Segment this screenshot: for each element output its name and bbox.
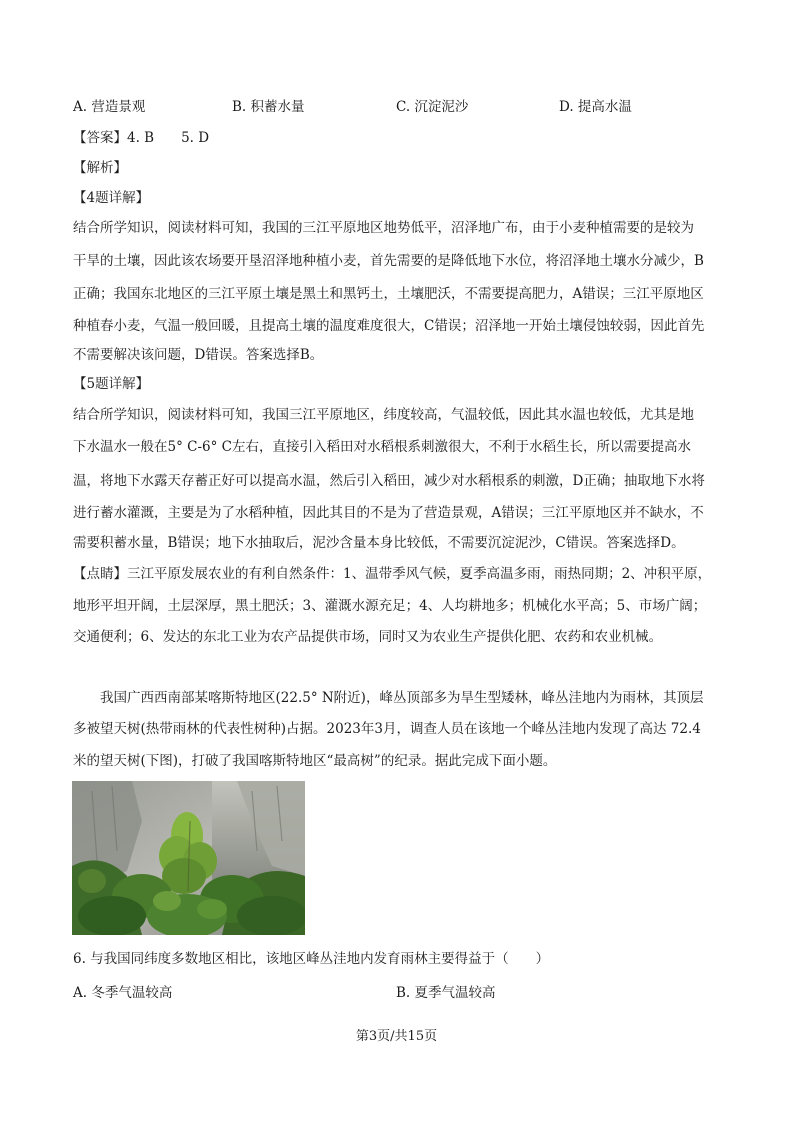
answer-line: 【答案】4. B 5. D [73, 130, 210, 146]
q4-line: 种植春小麦，气温一般回暖，且提高土壤的温度难度很大，C错误；沼泽地一开始土壤侵蚀较弱，因此首先 [73, 318, 705, 334]
q5-heading: 【5题详解】 [73, 376, 150, 392]
q5-option-b: B. 积蓄水量 [232, 99, 305, 115]
analysis-heading: 【解析】 [73, 160, 127, 176]
q5-line: 结合所学知识，阅读材料可知，我国三江平原地区，纬度较高，气温较低，因此其水温也较低，尤其是地 [73, 407, 694, 423]
q5-options [73, 95, 723, 115]
tips-line: 地形平坦开阔，土层深厚，黑土肥沃；3、灌溉水源充足；4、人均耕地多；机械化水平高；5、市场广阔； [73, 598, 707, 614]
q4-line: 结合所学知识，阅读材料可知，我国的三江平原地区地势低平，沼泽地广布，由于小麦种植需要的是较为 [73, 220, 694, 236]
passage-line: 米的望天树(下图)，打破了我国喀斯特地区“最高树”的纪录。据此完成下面小题。 [73, 753, 557, 769]
q6-options [73, 981, 723, 1001]
q5-line: 需要积蓄水量，B错误；地下水抽取后，泥沙含量本身比较低，不需要沉淀泥沙，C错误。答案选择D。 [73, 535, 685, 551]
passage-line: 我国广西西南部某喀斯特地区(22.5° N附近)，峰丛顶部多为旱生型矮林，峰丛洼地内为雨林，其顶层 [73, 690, 704, 706]
q4-line: 干旱的土壤，因此该农场要开垦沼泽地种植小麦，首先需要的是降低地下水位，将沼泽地土壤水分减少，B [73, 253, 704, 269]
q5-option-c: C. 沉淀泥沙 [396, 99, 469, 115]
tips-line: 交通便利；6、发达的东北工业为农产品提供市场，同时又为农业生产提供化肥、农药和农业机械。 [73, 629, 663, 645]
q4-heading: 【4题详解】 [73, 190, 150, 206]
q6-stem: 6. 与我国同纬度多数地区相比，该地区峰丛洼地内发育雨林主要得益于（ ） [73, 951, 550, 967]
q5-line: 进行蓄水灌溉，主要是为了水稻种植，因此其目的不是为了营造景观，A错误；三江平原地区并不缺水，不 [73, 505, 704, 521]
q5-option-a: A. 营造景观 [73, 99, 146, 115]
q6-option-b: B. 夏季气温较高 [396, 985, 496, 1001]
passage-line: 多被望天树(热带雨林的代表性树种)占据。2023年3月，调查人员在该地一个峰丛洼地内发现了高达 72.4 [73, 721, 701, 737]
page-footer: 第3页/共15页 [355, 1029, 438, 1044]
q5-line: 温，将地下水露天存蓄正好可以提高水温，然后引入稻田，减少对水稻根系的刺激，D正确；抽取地下水将 [73, 473, 705, 489]
q5-line: 下水温水一般在5° C-6° C左右，直接引入稻田对水稻根系刺激很大，不利于水稻生长，所以需要提高水 [73, 439, 691, 455]
q6-option-a: A. 冬季气温较高 [73, 985, 173, 1001]
q5-option-d: D. 提高水温 [559, 99, 632, 115]
q4-line: 正确；我国东北地区的三江平原土壤是黑土和黑钙土，土壤肥沃，不需要提高肥力，A错误；三江平原地区 [73, 286, 704, 302]
karst-rainforest-photo [72, 781, 305, 935]
q4-line: 不需要解决该问题，D错误。答案选择B。 [73, 347, 324, 363]
tips-line: 【点睛】三江平原发展农业的有利自然条件：1、温带季风气候，夏季高温多雨，雨热同期；2、冲积平原， [73, 566, 712, 582]
